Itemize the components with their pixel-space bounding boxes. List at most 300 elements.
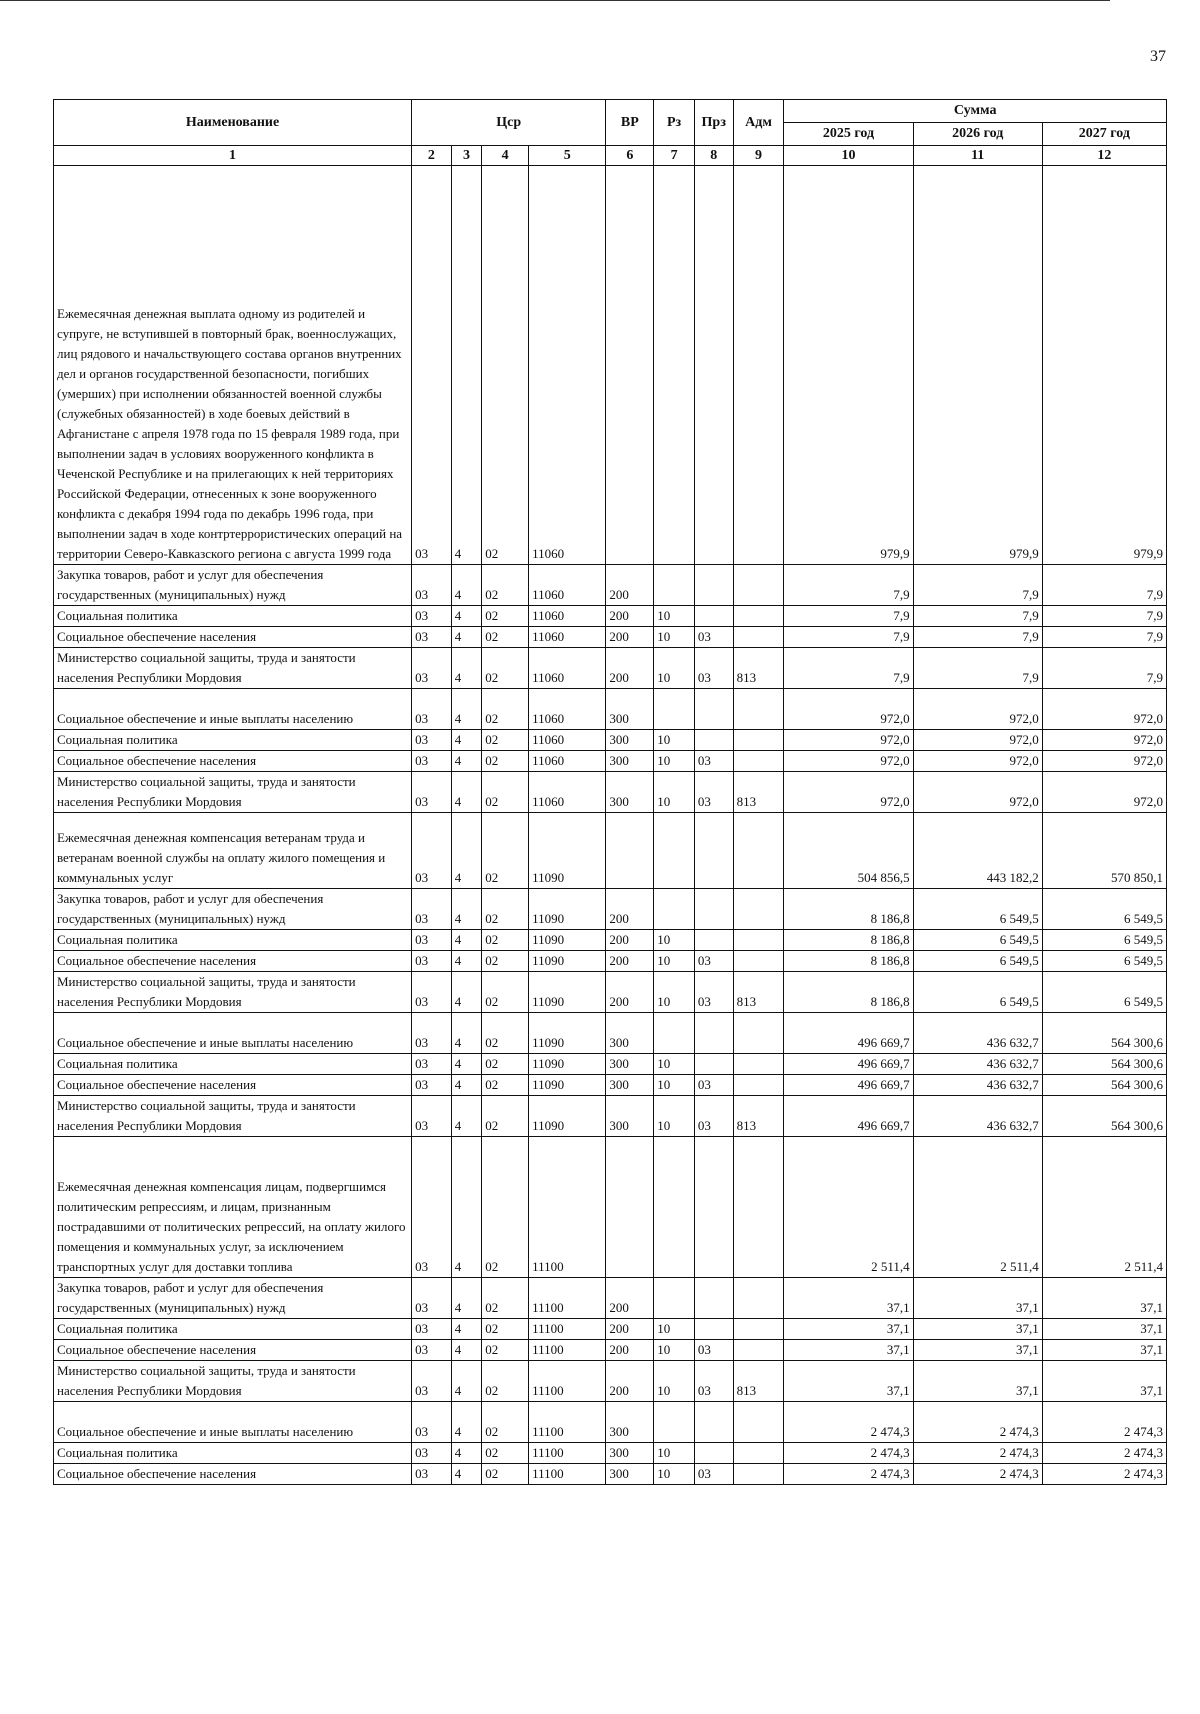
amount-2026: 2 474,3 <box>913 1402 1042 1443</box>
prz-code <box>694 1443 733 1464</box>
table-row <box>54 648 1167 689</box>
adm-code: 813 <box>733 972 784 1013</box>
header-year-2025: 2025 год <box>784 123 913 146</box>
table-row <box>54 1054 1167 1075</box>
amount-2027: 7,9 <box>1042 565 1166 606</box>
header-sum: Сумма <box>784 100 1167 123</box>
csr-part-2: 03 <box>412 730 452 751</box>
amount-2027: 7,9 <box>1042 627 1166 648</box>
csr-part-2: 03 <box>412 751 452 772</box>
vr-code: 200 <box>606 951 654 972</box>
rz-code: 10 <box>654 930 695 951</box>
rz-code: 10 <box>654 751 695 772</box>
row-name: Социальное обеспечение и иные выплаты населению <box>54 1013 412 1054</box>
adm-code <box>733 565 784 606</box>
prz-code: 03 <box>694 772 733 813</box>
rz-code: 10 <box>654 951 695 972</box>
amount-2027: 2 474,3 <box>1042 1464 1166 1485</box>
prz-code <box>694 565 733 606</box>
amount-2026: 6 549,5 <box>913 972 1042 1013</box>
adm-code <box>733 166 784 565</box>
csr-part-4: 02 <box>482 1443 529 1464</box>
amount-2026: 7,9 <box>913 606 1042 627</box>
row-name: Социальная политика <box>54 730 412 751</box>
csr-part-3: 4 <box>451 606 482 627</box>
csr-part-3: 4 <box>451 1096 482 1137</box>
vr-code: 300 <box>606 689 654 730</box>
row-name: Министерство социальной защиты, труда и занятости населения Республики Мордовия <box>54 1096 412 1137</box>
csr-part-4: 02 <box>482 648 529 689</box>
adm-code: 813 <box>733 772 784 813</box>
csr-part-4: 02 <box>482 889 529 930</box>
csr-part-2: 03 <box>412 627 452 648</box>
adm-code <box>733 1319 784 1340</box>
prz-code: 03 <box>694 1361 733 1402</box>
csr-part-3: 4 <box>451 689 482 730</box>
rz-code <box>654 813 695 889</box>
column-number: 4 <box>482 146 529 166</box>
csr-part-2: 03 <box>412 648 452 689</box>
column-number: 3 <box>451 146 482 166</box>
prz-code <box>694 930 733 951</box>
page-number: 37 <box>1150 48 1166 65</box>
csr-part-2: 03 <box>412 1443 452 1464</box>
csr-part-4: 02 <box>482 813 529 889</box>
table-row <box>54 730 1167 751</box>
csr-part-2: 03 <box>412 1402 452 1443</box>
prz-code <box>694 730 733 751</box>
csr-part-5: 11060 <box>529 689 606 730</box>
table-row <box>54 930 1167 951</box>
header-name: Наименование <box>54 100 412 146</box>
csr-part-5: 11100 <box>529 1402 606 1443</box>
csr-part-2: 03 <box>412 166 452 565</box>
amount-2027: 6 549,5 <box>1042 972 1166 1013</box>
amount-2025: 972,0 <box>784 772 913 813</box>
row-name: Социальная политика <box>54 1054 412 1075</box>
rz-code <box>654 1013 695 1054</box>
csr-part-5: 11100 <box>529 1278 606 1319</box>
table-row <box>54 1361 1167 1402</box>
amount-2027: 37,1 <box>1042 1319 1166 1340</box>
csr-part-2: 03 <box>412 1361 452 1402</box>
rz-code: 10 <box>654 1054 695 1075</box>
csr-part-4: 02 <box>482 951 529 972</box>
csr-part-2: 03 <box>412 1278 452 1319</box>
table-row <box>54 972 1167 1013</box>
amount-2026: 6 549,5 <box>913 889 1042 930</box>
csr-part-3: 4 <box>451 1054 482 1075</box>
table-row <box>54 627 1167 648</box>
vr-code: 200 <box>606 1319 654 1340</box>
adm-code <box>733 1278 784 1319</box>
vr-code <box>606 1137 654 1278</box>
prz-code <box>694 1054 733 1075</box>
column-number: 11 <box>913 146 1042 166</box>
amount-2027: 7,9 <box>1042 648 1166 689</box>
csr-part-4: 02 <box>482 972 529 1013</box>
rz-code: 10 <box>654 648 695 689</box>
amount-2025: 496 669,7 <box>784 1013 913 1054</box>
csr-part-2: 03 <box>412 951 452 972</box>
vr-code: 300 <box>606 1054 654 1075</box>
prz-code: 03 <box>694 1096 733 1137</box>
row-name: Министерство социальной защиты, труда и занятости населения Республики Мордовия <box>54 772 412 813</box>
rz-code: 10 <box>654 627 695 648</box>
csr-part-5: 11090 <box>529 1013 606 1054</box>
rz-code: 10 <box>654 1340 695 1361</box>
amount-2026: 979,9 <box>913 166 1042 565</box>
csr-part-4: 02 <box>482 1075 529 1096</box>
csr-part-4: 02 <box>482 166 529 565</box>
vr-code: 300 <box>606 751 654 772</box>
csr-part-5: 11090 <box>529 813 606 889</box>
csr-part-2: 03 <box>412 565 452 606</box>
csr-part-2: 03 <box>412 813 452 889</box>
row-name: Закупка товаров, работ и услуг для обеспечения государственных (муниципальных) нужд <box>54 889 412 930</box>
prz-code <box>694 1402 733 1443</box>
row-name: Социальная политика <box>54 1443 412 1464</box>
csr-part-5: 11090 <box>529 889 606 930</box>
row-name: Социальное обеспечение населения <box>54 1340 412 1361</box>
rz-code <box>654 689 695 730</box>
csr-part-5: 11060 <box>529 730 606 751</box>
adm-code <box>733 951 784 972</box>
vr-code: 300 <box>606 1402 654 1443</box>
csr-part-5: 11100 <box>529 1319 606 1340</box>
csr-part-3: 4 <box>451 627 482 648</box>
csr-part-2: 03 <box>412 1319 452 1340</box>
csr-part-3: 4 <box>451 730 482 751</box>
adm-code: 813 <box>733 648 784 689</box>
csr-part-4: 02 <box>482 689 529 730</box>
csr-part-5: 11060 <box>529 565 606 606</box>
table-row <box>54 606 1167 627</box>
csr-part-5: 11100 <box>529 1443 606 1464</box>
csr-part-2: 03 <box>412 1340 452 1361</box>
csr-part-2: 03 <box>412 772 452 813</box>
header-prz: Прз <box>694 100 733 146</box>
vr-code: 200 <box>606 930 654 951</box>
amount-2026: 443 182,2 <box>913 813 1042 889</box>
csr-part-2: 03 <box>412 1137 452 1278</box>
adm-code <box>733 606 784 627</box>
prz-code: 03 <box>694 951 733 972</box>
row-name: Социальное обеспечение населения <box>54 751 412 772</box>
column-number: 8 <box>694 146 733 166</box>
prz-code <box>694 689 733 730</box>
csr-part-2: 03 <box>412 1013 452 1054</box>
amount-2027: 6 549,5 <box>1042 889 1166 930</box>
csr-part-2: 03 <box>412 1464 452 1485</box>
amount-2025: 37,1 <box>784 1319 913 1340</box>
adm-code <box>733 1137 784 1278</box>
row-name: Министерство социальной защиты, труда и занятости населения Республики Мордовия <box>54 1361 412 1402</box>
prz-code <box>694 1319 733 1340</box>
csr-part-3: 4 <box>451 951 482 972</box>
amount-2025: 972,0 <box>784 730 913 751</box>
amount-2025: 8 186,8 <box>784 951 913 972</box>
vr-code: 300 <box>606 730 654 751</box>
csr-part-2: 03 <box>412 889 452 930</box>
row-name: Закупка товаров, работ и услуг для обеспечения государственных (муниципальных) нужд <box>54 1278 412 1319</box>
prz-code <box>694 1013 733 1054</box>
rz-code <box>654 166 695 565</box>
csr-part-5: 11060 <box>529 166 606 565</box>
amount-2027: 37,1 <box>1042 1340 1166 1361</box>
column-number: 6 <box>606 146 654 166</box>
amount-2026: 2 474,3 <box>913 1464 1042 1485</box>
prz-code <box>694 889 733 930</box>
amount-2026: 7,9 <box>913 565 1042 606</box>
amount-2025: 7,9 <box>784 627 913 648</box>
csr-part-5: 11100 <box>529 1137 606 1278</box>
amount-2025: 496 669,7 <box>784 1096 913 1137</box>
vr-code: 200 <box>606 648 654 689</box>
amount-2026: 436 632,7 <box>913 1054 1042 1075</box>
column-number: 7 <box>654 146 695 166</box>
vr-code: 300 <box>606 1464 654 1485</box>
vr-code: 200 <box>606 1278 654 1319</box>
table-row <box>54 951 1167 972</box>
amount-2027: 2 474,3 <box>1042 1402 1166 1443</box>
csr-part-2: 03 <box>412 1054 452 1075</box>
amount-2025: 8 186,8 <box>784 889 913 930</box>
amount-2026: 37,1 <box>913 1319 1042 1340</box>
amount-2027: 37,1 <box>1042 1361 1166 1402</box>
column-number: 5 <box>529 146 606 166</box>
adm-code <box>733 627 784 648</box>
amount-2025: 2 474,3 <box>784 1443 913 1464</box>
row-name: Социальное обеспечение и иные выплаты населению <box>54 689 412 730</box>
rz-code: 10 <box>654 730 695 751</box>
rz-code <box>654 1137 695 1278</box>
vr-code: 300 <box>606 772 654 813</box>
table-row <box>54 1402 1167 1443</box>
amount-2025: 979,9 <box>784 166 913 565</box>
adm-code <box>733 1013 784 1054</box>
amount-2026: 37,1 <box>913 1340 1042 1361</box>
amount-2026: 2 474,3 <box>913 1443 1042 1464</box>
budget-table <box>53 99 1167 1485</box>
amount-2027: 6 549,5 <box>1042 930 1166 951</box>
amount-2026: 37,1 <box>913 1278 1042 1319</box>
amount-2025: 7,9 <box>784 648 913 689</box>
amount-2025: 504 856,5 <box>784 813 913 889</box>
csr-part-5: 11060 <box>529 648 606 689</box>
prz-code: 03 <box>694 1075 733 1096</box>
table-row <box>54 166 1167 565</box>
adm-code: 813 <box>733 1096 784 1137</box>
rz-code: 10 <box>654 1443 695 1464</box>
csr-part-2: 03 <box>412 972 452 1013</box>
csr-part-4: 02 <box>482 730 529 751</box>
vr-code: 300 <box>606 1443 654 1464</box>
amount-2025: 8 186,8 <box>784 930 913 951</box>
csr-part-3: 4 <box>451 1013 482 1054</box>
csr-part-3: 4 <box>451 930 482 951</box>
amount-2026: 436 632,7 <box>913 1075 1042 1096</box>
csr-part-5: 11090 <box>529 1075 606 1096</box>
csr-part-3: 4 <box>451 751 482 772</box>
amount-2026: 7,9 <box>913 648 1042 689</box>
vr-code: 200 <box>606 565 654 606</box>
vr-code: 200 <box>606 1361 654 1402</box>
csr-part-5: 11060 <box>529 606 606 627</box>
row-name: Социальная политика <box>54 1319 412 1340</box>
rz-code: 10 <box>654 1075 695 1096</box>
rz-code: 10 <box>654 1096 695 1137</box>
vr-code: 200 <box>606 627 654 648</box>
vr-code: 200 <box>606 889 654 930</box>
amount-2027: 972,0 <box>1042 772 1166 813</box>
csr-part-3: 4 <box>451 1278 482 1319</box>
csr-part-5: 11100 <box>529 1340 606 1361</box>
row-name: Социальное обеспечение и иные выплаты населению <box>54 1402 412 1443</box>
rz-code: 10 <box>654 1361 695 1402</box>
adm-code <box>733 1464 784 1485</box>
header-csr: Цср <box>412 100 606 146</box>
amount-2025: 496 669,7 <box>784 1075 913 1096</box>
table-row <box>54 1137 1167 1278</box>
adm-code <box>733 730 784 751</box>
table-row <box>54 1278 1167 1319</box>
column-number: 2 <box>412 146 452 166</box>
csr-part-2: 03 <box>412 606 452 627</box>
csr-part-2: 03 <box>412 930 452 951</box>
csr-part-3: 4 <box>451 648 482 689</box>
csr-part-4: 02 <box>482 1464 529 1485</box>
csr-part-4: 02 <box>482 1402 529 1443</box>
row-name: Социальное обеспечение населения <box>54 1075 412 1096</box>
table-row <box>54 1340 1167 1361</box>
column-number: 10 <box>784 146 913 166</box>
csr-part-4: 02 <box>482 606 529 627</box>
table-row <box>54 1013 1167 1054</box>
prz-code: 03 <box>694 1340 733 1361</box>
csr-part-5: 11090 <box>529 930 606 951</box>
amount-2026: 972,0 <box>913 751 1042 772</box>
csr-part-3: 4 <box>451 772 482 813</box>
csr-part-3: 4 <box>451 166 482 565</box>
csr-part-4: 02 <box>482 1340 529 1361</box>
table-header <box>54 100 1167 166</box>
amount-2025: 7,9 <box>784 606 913 627</box>
column-number-row <box>54 146 1167 166</box>
amount-2026: 972,0 <box>913 772 1042 813</box>
csr-part-4: 02 <box>482 930 529 951</box>
table-row <box>54 1443 1167 1464</box>
row-name: Социальное обеспечение населения <box>54 951 412 972</box>
amount-2027: 6 549,5 <box>1042 951 1166 972</box>
adm-code <box>733 813 784 889</box>
csr-part-4: 02 <box>482 1013 529 1054</box>
column-number: 12 <box>1042 146 1166 166</box>
adm-code <box>733 1075 784 1096</box>
amount-2025: 496 669,7 <box>784 1054 913 1075</box>
adm-code <box>733 689 784 730</box>
amount-2026: 972,0 <box>913 730 1042 751</box>
vr-code: 200 <box>606 972 654 1013</box>
table-row <box>54 1464 1167 1485</box>
amount-2027: 570 850,1 <box>1042 813 1166 889</box>
table-body <box>54 166 1167 1485</box>
csr-part-4: 02 <box>482 1319 529 1340</box>
header-adm: Адм <box>733 100 784 146</box>
csr-part-4: 02 <box>482 1096 529 1137</box>
amount-2026: 436 632,7 <box>913 1096 1042 1137</box>
amount-2025: 972,0 <box>784 751 913 772</box>
csr-part-4: 02 <box>482 1278 529 1319</box>
amount-2027: 37,1 <box>1042 1278 1166 1319</box>
adm-code: 813 <box>733 1361 784 1402</box>
prz-code <box>694 1278 733 1319</box>
row-name: Министерство социальной защиты, труда и занятости населения Республики Мордовия <box>54 972 412 1013</box>
table-row <box>54 751 1167 772</box>
prz-code <box>694 1137 733 1278</box>
csr-part-4: 02 <box>482 772 529 813</box>
amount-2025: 972,0 <box>784 689 913 730</box>
prz-code <box>694 606 733 627</box>
prz-code: 03 <box>694 648 733 689</box>
amount-2025: 37,1 <box>784 1340 913 1361</box>
amount-2025: 7,9 <box>784 565 913 606</box>
row-name: Министерство социальной защиты, труда и занятости населения Республики Мордовия <box>54 648 412 689</box>
top-rule <box>0 0 1110 1</box>
header-year-2026: 2026 год <box>913 123 1042 146</box>
amount-2026: 2 511,4 <box>913 1137 1042 1278</box>
header-vr: ВР <box>606 100 654 146</box>
csr-part-3: 4 <box>451 1319 482 1340</box>
amount-2026: 436 632,7 <box>913 1013 1042 1054</box>
row-name: Социальное обеспечение населения <box>54 627 412 648</box>
rz-code: 10 <box>654 1464 695 1485</box>
rz-code <box>654 565 695 606</box>
table-row <box>54 689 1167 730</box>
amount-2026: 6 549,5 <box>913 930 1042 951</box>
row-name: Закупка товаров, работ и услуг для обеспечения государственных (муниципальных) нужд <box>54 565 412 606</box>
amount-2025: 8 186,8 <box>784 972 913 1013</box>
csr-part-3: 4 <box>451 1464 482 1485</box>
csr-part-2: 03 <box>412 689 452 730</box>
csr-part-2: 03 <box>412 1096 452 1137</box>
amount-2027: 979,9 <box>1042 166 1166 565</box>
amount-2026: 7,9 <box>913 627 1042 648</box>
table-row <box>54 1319 1167 1340</box>
header-year-2027: 2027 год <box>1042 123 1166 146</box>
csr-part-5: 11090 <box>529 951 606 972</box>
csr-part-3: 4 <box>451 889 482 930</box>
csr-part-5: 11090 <box>529 1054 606 1075</box>
csr-part-5: 11100 <box>529 1464 606 1485</box>
adm-code <box>733 751 784 772</box>
csr-part-4: 02 <box>482 1361 529 1402</box>
column-number: 9 <box>733 146 784 166</box>
amount-2025: 2 474,3 <box>784 1464 913 1485</box>
csr-part-5: 11060 <box>529 772 606 813</box>
adm-code <box>733 930 784 951</box>
rz-code: 10 <box>654 972 695 1013</box>
adm-code <box>733 1054 784 1075</box>
rz-code: 10 <box>654 1319 695 1340</box>
prz-code: 03 <box>694 972 733 1013</box>
prz-code: 03 <box>694 751 733 772</box>
vr-code: 300 <box>606 1013 654 1054</box>
adm-code <box>733 889 784 930</box>
amount-2027: 564 300,6 <box>1042 1013 1166 1054</box>
csr-part-5: 11090 <box>529 1096 606 1137</box>
amount-2027: 2 511,4 <box>1042 1137 1166 1278</box>
